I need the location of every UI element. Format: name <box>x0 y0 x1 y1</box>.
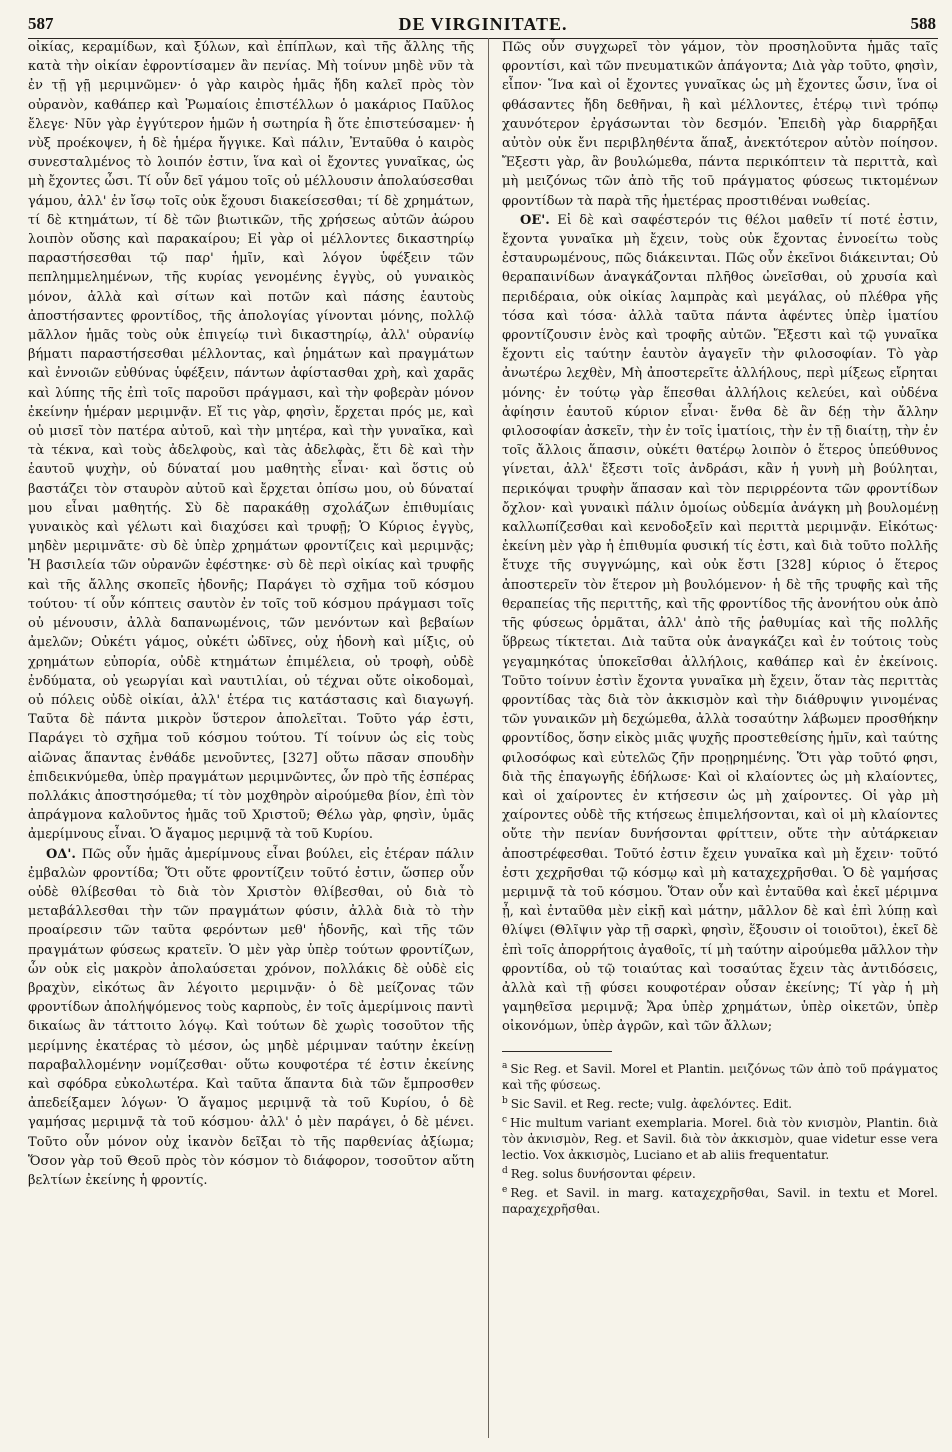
page-number-left: 587 <box>28 14 54 33</box>
footnote-text: Sic Reg. et Savil. Morel et Plantin. μειζόνως τῶν ἀπὸ τοῦ πράγματος καὶ τῆς φύσεως. <box>502 1061 938 1092</box>
right-column <box>502 38 938 1452</box>
footnote-mark: b <box>502 1095 508 1106</box>
footnote-mark: e <box>502 1184 508 1195</box>
paragraph-text: Πῶς οὖν ἡμᾶς ἀμερίμνους εἶναι βούλει, εἰς ἑτέραν πάλιν ἐμβαλὼν φροντίδα; Ὅτι οὔτε φροντίζειν τοῦτό ἐστιν, ὥσπερ οὖν οὐδὲ θλίβεσθαι τὸ διὰ τὸν Χριστὸν θλίβεσθαι, οὐ διὰ τὸ μεταβάλλεσθαι τὴν τῶν πραγμάτων φύσιν, ἀλλὰ διὰ τὸ τὴν προαίρεσιν τῶν ταῦτα φερόντων μεθ' ἡδονῆς, καὶ τῆς τῶν πραγμάτων φύσεως κρατεῖν. Ὁ μὲν γὰρ ὑπὲρ τούτων φροντίζων, ὧν οὐκ εἰς μακρὸν ἀπολαύσεται χρόνον, πολλάκις δὲ οὐδὲ εἰς βραχὺν, εἰκότως ἂν λέγοιτο μεριμνᾷν· ὁ δὲ μείζονας τῶν φροντίδων ἀπολήψόμενος τοὺς καρποὺς, ἐν τοῖς ἀμερίμνοις παντὶ δικαίως ἂν τάττοιτο λόγῳ. Καὶ τούτων δὲ χωρὶς τοσοῦτον τῆς μερίμνης ἑκατέρας τὸ μέσον, ὡς μηδὲ μέριμναν ταύτην ἐκείνῃ παραβαλλομένην νομίζεσθαι· οὕτω κουφοτέρα τέ ἐστιν ἐκείνης καὶ σφόδρα εὐκολωτέρα. Καὶ ταῦτα ἅπαντα διὰ τῶν ἔμπροσθεν ἀπεδείξαμεν λόγων· Ὁ ἄγαμος μεριμνᾷ τὰ τοῦ Κυρίου, ὁ δὲ γαμήσας μεριμνᾷ τὰ τοῦ κόσμου· ἀλλ' ὁ μὲν παράγει, ὁ δὲ μένει. Τοῦτο οὖν μόνον οὐχ ἱκανὸν δεῖξαι τὸ τῆς παρθενίας ἀξίωμα; Ὅσον γὰρ τοῦ Θεοῦ πρὸς τὸν κόσμον τὸ διάφορον, τοσοῦτον αὕτη βελτίων ἐκείνης ἡ φροντίς. <box>28 846 474 1188</box>
footnote-mark: d <box>502 1165 508 1176</box>
column-divider <box>488 38 489 1438</box>
footnote-text: Hic multum variant exemplaria. Morel. διὰ τὸν κνισμὸν, Plantin. διὰ τὸν ἀκνισμὸν, Reg. et Savil. διὰ τὸν ἀκκισμὸν, quae videtur esse vera lectio. Vox ἀκκισμὸς, Luciano et ab aliis frequentatur. <box>502 1115 938 1162</box>
footnote-text: Sic Savil. et Reg. recte; vulg. ἀφελόντες. Edit. <box>510 1096 792 1111</box>
paragraph: οἰκίας, κεραμίδων, καὶ ξύλων, καὶ ἐπίπλων, καὶ τῆς ἄλλης τῆς κατὰ τὴν οἰκίαν ἐφροντίσαμεν ἂν πενίας. Μὴ τοίνυν μηδὲ νῦν τὰ ἐν τῇ γῇ μεριμνῶμεν· ὁ γὰρ καιρὸς ἡμᾶς ἤδη καλεῖ πρὸς τὸν οὐρανὸν, καθάπερ καὶ Ῥωμαίοις ἐπιστέλλων ὁ μακάριος Παῦλος ἔλεγε· Νῦν γὰρ ἐγγύτερον ἡμῶν ἡ σωτηρία ἢ ὅτε ἐπιστεύσαμεν· ἡ νὺξ προέκοψεν, ἡ δὲ ἡμέρα ἤγγικε. Καὶ πάλιν, Ἐνταῦθα ὁ καιρὸς συνεσταλμένος τὸ λοιπόν ἐστιν, ἵνα καὶ οἱ ἔχοντες γυναῖκας, ὡς μὴ ἔχοντες ὦσι. Τί οὖν δεῖ γάμου τοῖς οὐ μέλλουσιν ἀπολαύσεσθαι γάμου, ἀλλ' ἐν ἴσῳ τοῖς οὐκ ἔχουσι διακείσεσθαι; τί δὲ χρημάτων, τί δὲ κτημάτων, τί δὲ τῶν βιωτικῶν, τῆς χρήσεως αὐτῶν ἀώρου λοιπὸν οὔσης καὶ παρακαίρου; Εἰ γὰρ οἱ μέλλοντες δικαστηρίῳ παραστήσεσθαι τῷ παρ' ἡμῖν, καὶ λόγον ὑφέξειν τῶν πεπλημμελημένων, τῆς κυρίας γενομένης ἐγγὺς, οὐ γυναικὸς μόνον, ἀλλὰ καὶ σίτων καὶ ποτῶν καὶ πάσης ἑαυτοὺς ἀποστήσαντες φροντίδος, τῆς ἀπολογίας γίνονται μόνης, πολλῷ μᾶλλον ἡμᾶς τοὺς οὐκ ἐπιγείῳ τινὶ δικαστηρίῳ, ἀλλ' οὐρανίῳ βήματι παραστήσεσθαι μέλλοντας, καὶ ῥημάτων καὶ πραγμάτων καὶ ἐννοιῶν εὐθύνας ὑφέξειν, πάντων ἀφίστασθαι χρὴ, καὶ χαρᾶς καὶ λύπης τῆς ἐπὶ τοῖς παροῦσι πράγμασι, καὶ τὴν φοβερὰν μόνον ἐκείνην ἡμέραν μεριμνᾷν. Εἴ τις γὰρ, φησὶν, ἔρχεται πρός με, καὶ οὐ μισεῖ τὸν πατέρα αὐτοῦ, καὶ τὴν μητέρα, καὶ τὴν γυναῖκα, καὶ τὰ τέκνα, καὶ τοὺς ἀδελφοὺς, καὶ τὰς ἀδελφὰς, ἔτι δὲ καὶ τὴν ἑαυτοῦ ψυχὴν, οὐ δύναταί μου μαθητὴς εἶναι· καὶ ὅστις οὐ βαστάζει τὸν σταυρὸν αὐτοῦ καὶ ἔρχεται ὀπίσω μου, οὐ δύναταί μου εἶναι μαθητής. Σὺ δὲ παρακάθῃ σχολάζων ἐπιθυμίαις γυναικὸς καὶ γέλωτι καὶ διαχύσει καὶ τρυφῇ; Ὁ Κύριος ἐγγὺς, μηδὲν μεριμνᾶτε· σὺ δὲ ὑπὲρ χρημάτων φροντίζεις καὶ μεριμνᾷς; Ἡ βασιλεία τῶν οὐρανῶν ἐφέστηκε· σὺ δὲ περὶ οἰκίας καὶ τρυφῆς καὶ τῆς ἄλλης σκοπεῖς ἡδονῆς; Παράγει τὸ σχῆμα τοῦ κόσμου τούτου· τί οὖν κόπτεις σαυτὸν ἐν τοῖς τοῦ κόσμου πράγμασι τοῖς οὐ μένουσιν, ἀλλὰ δαπανωμένοις, τῶν μενόντων καὶ βεβαίων ἀμελῶν; Οὐκέτι γάμος, οὐκέτι ὠδῖνες, οὐχ ἡδονὴ καὶ μίξις, οὐ χρημάτων εὐπορία, οὐδὲ κτημάτων ἐπιμέλεια, οὐ τροφὴ, οὐδὲ ἐνδύματα, οὐ γεωργίαι καὶ ναυτιλίαι, οὐ τέχναι οὔτε οἰκοδομαὶ, οὐ πόλεις οὐδὲ οἰκίαι, ἀλλ' ἑτέρα τις κατάστασις καὶ διαγωγή. Ταῦτα δὲ πάντα μικρὸν ὕστερον ἀπολεῖται. Τοῦτο γάρ ἐστι, Παράγει τὸ σχῆμα τοῦ κόσμου τούτου. Τί τοίνυν ὡς εἰς τοὺς αἰῶνας ἅπαντας ἐνθάδε μενοῦντες, [327] οὕτω πᾶσαν σπουδὴν ἐπιδεικνύμεθα, ὑπὲρ πραγμάτων μεριμνῶντες, ὧν πρὸ τῆς ἑσπέρας πολλάκις ἀποστησόμεθα; τί τὸν μοχθηρὸν αἱρούμεθα βίον, ἐπὶ τὸν ἀπράγμονα καλοῦντος ἡμᾶς τοῦ Χριστοῦ; Θέλω γὰρ, φησὶν, ὑμᾶς ἀμερίμνους εἶναι. Ὁ ἄγαμος μεριμνᾷ τὰ τοῦ Κυρίου. <box>28 40 474 843</box>
paragraph: Πῶς οὖν συγχωρεῖ τὸν γάμον, τὸν προσηλοῦντα ἡμᾶς ταῖς φροντίσι, καὶ τῶν πνευματικῶν ἀπάγοντα; Διὰ γὰρ τοῦτο, φησὶν, εἶπον· Ἵνα καὶ οἱ ἔχοντες γυναῖκας ὡς μὴ ἔχοντες ὦσιν, ἵνα οἱ φθάσαντες ἤδη δεθῆναι, ἢ καὶ μέλλοντες, ἑτέρῳ τινὶ τρόπῳ χαυνότερον ἐργάσωνται τὸν δεσμόν. Ἐπειδὴ γὰρ διαρρῆξαι αὐτὸν οὐκ ἔνι περιβληθέντα ἅπαξ, ἀνεκτότερον αὐτὸν ποίησον. Ἔξεστι γὰρ, ἂν βουλώμεθα, πάντα περικόπτειν τὰ περιττὰ, καὶ μὴ μειζόνως τῶν ἀπὸ τῆς τοῦ πράγματος φύσεως τικτομένων φροντίδων τὰ παρὰ τῆς ἡμετέρας προστιθέναι νωθείας. <box>502 40 938 209</box>
footnote-mark: a <box>502 1060 508 1071</box>
section-number: ΟΔ'. <box>46 846 76 862</box>
footnote <box>502 1112 938 1163</box>
section-paragraph <box>28 845 474 1191</box>
paragraph-text: Εἰ δὲ καὶ σαφέστερόν τις θέλοι μαθεῖν τί ποτέ ἐστιν, ἔχοντα γυναῖκα μὴ ἔχειν, τοὺς οὐκ ἔχοντας ἐννοείτω τοὺς ἐσταυρωμένους, πῶς διάκεινται. Πῶς οὖν ἐκεῖνοι διάκεινται; Οὐ θεραπαινίδων ἀναγκάζονται πλῆθος ὠνεῖσθαι, οὐ χρυσία καὶ περιδέραια, οὐκ οἰκίας λαμπρὰς καὶ μεγάλας, οὐ πλέθρα γῆς τόσα καὶ τόσα· ἀλλὰ ταῦτα πάντα ἀφέντες ὑπὲρ ἱματίου φροντίζουσιν ἑνὸς καὶ τροφῆς αὐτῶν. Ἔξεστι καὶ τῷ γυναῖκα ἔχοντι εἰς ταύτην ἑαυτὸν ἀγαγεῖν τὴν φιλοσοφίαν. Τὸ γὰρ ἀνωτέρω λεχθὲν, Μὴ ἀποστερεῖτε ἀλλήλους, περὶ μίξεως εἴρηται μόνης· ἐν τούτῳ γὰρ ἕπεσθαι ἀλλήλοις κελεύει, καὶ οὐδένα ἀφίησιν ἑαυτοῦ κύριον εἶναι· ἔνθα δὲ ἂν δέῃ τὴν ἄλλην φιλοσοφίαν ἀσκεῖν, τὴν ἐν τοῖς ἱματίοις, τὴν ἐν τῇ διαίτῃ, τὴν ἐν τοῖς ἄλλοις ἅπασιν, οὐκέτι θατέρῳ λοιπὸν ὁ ἕτερος ὑπεύθυνος γίνεται, ἀλλ' ἔξεστι τοῖς ἀνδράσι, κἂν ἡ γυνὴ μὴ βούληται, περικόψαι τρυφὴν ἅπασαν καὶ τὸν περιρρέοντα τῶν φροντίδων ὄχλον· καὶ γυναικὶ πάλιν ὁμοίως οὐδεμία ἀνάγκη μὴ βουλομένῃ καλλωπίζεσθαι καὶ κενοδοξεῖν καὶ περιττὰ μεριμνᾷν. Εἰκότως· ἐκείνη μὲν γὰρ ἡ ἐπιθυμία φυσική τίς ἐστι, καὶ διὰ τοῦτο πολλῆς ἔτυχε τῆς συγγνώμης, καὶ οὐκ ἔστι [328] κύριος ὁ ἕτερος ἀποστερεῖν τὸν ἕτερον μὴ βουλόμενον· ἡ δὲ τῆς τρυφῆς καὶ τῆς θεραπείας τῆς περιττῆς, καὶ τῆς φροντίδος τῆς ἀνονήτου οὐκ ἀπὸ τῆς φύσεως ὁρμᾶται, ἀλλ' ἀπὸ τῆς ῥαθυμίας καὶ τῆς πολλῆς ὕβρεως τίκτεται. Διὰ ταῦτα οὐκ ἀναγκάζει καὶ ἐν τούτοις τοὺς γεγαμηκότας ὑποκεῖσθαι ἀλλήλοις, καθάπερ καὶ ἐν ἐκείνοις. Τοῦτο τοίνυν ἐστὶν ἔχοντα γυναῖκα μὴ ἔχειν, ὅταν τὰς περιττὰς φροντίδας τὰς διὰ τὸν ἀκκισμὸν καὶ τὴν διάθρυψιν γινομένας τῶν γυναικῶν μὴ δεχώμεθα, ἀλλὰ τοσαύτην λάβωμεν προσθήκην φροντίδος, ὅσην εἰκὸς μιᾶς ψυχῆς προστεθείσης ἡμῖν, καὶ ταύτης φιλοσόφως καὶ εὐτελῶς ζῆν προῃρημένης. Ὅτι γὰρ τοῦτό φησι, διὰ τῆς ἐπαγωγῆς ἐδήλωσε· Καὶ οἱ κλαίοντες ὡς μὴ κλαίοντες, καὶ οἱ χαίροντες ἐν κτήσεσιν ὡς μὴ χαίροντες. Οἱ γὰρ μὴ χαίροντες οὐδὲ τῆς κτήσεως ἐπιμελήσονται, καὶ οἱ μὴ κλαίοντες οὔτε τὴν πενίαν δυνήσονται φρίττειν, οὔτε τὴν αὐτάρκειαν ἀποστρέφεσθαι. Τοῦτό ἐστιν ἔχειν γυναῖκα καὶ μὴ ἔχειν· τοῦτό ἐστι χεχρῆσθαι τῷ κόσμῳ καὶ μὴ καταχεχρῆσθαι. Ὁ δὲ γαμήσας μεριμνᾷ τὰ τοῦ κόσμου. Ὅταν οὖν καὶ ἐνταῦθα καὶ ἐκεῖ μέριμνα ᾖ, καὶ ἐνταῦθα μὲν εἰκῇ καὶ μάτην, μᾶλλον δὲ καὶ ἐπὶ λύπῃ καὶ θλίψει (Θλῖψιν γὰρ τῇ σαρκὶ, φησὶν, ἕξουσιν οἱ τοιοῦτοι), ἐκεῖ δὲ ἐπὶ τοῖς ἀπορρήτοις ἀγαθοῖς, τί μὴ ταύτην αἱρούμεθα μᾶλλον τὴν φροντίδα, οὐ τῷ τοιαύτας καὶ τοσαύτας ἔχειν τὰς ἀντιδόσεις, ἀλλὰ καὶ τῇ φύσει κουφοτέραν οὖσαν ἐκείνης; Τί γὰρ ἡ μὴ γαμηθεῖσα μεριμνᾷ; Ἄρα ὑπὲρ χρημάτων, ὑπὲρ οἰκετῶν, ὑπὲρ οἰκονόμων, ὑπὲρ ἀγρῶν, καὶ τῶν ἄλλων; <box>502 212 938 1035</box>
running-header <box>28 8 938 39</box>
left-column <box>28 38 474 1452</box>
footnote <box>502 1182 938 1217</box>
running-title: DE VIRGINITATE. <box>398 14 568 34</box>
footnote-mark: c <box>502 1114 508 1125</box>
page-number-right: 588 <box>910 14 936 33</box>
footnote <box>502 1163 938 1182</box>
footnotes <box>502 1058 938 1217</box>
footnote-rule <box>502 1051 612 1052</box>
two-column-body <box>28 38 938 1452</box>
section-number: ΟΕ'. <box>520 212 550 228</box>
footnote <box>502 1093 938 1112</box>
footnote-text: Reg. solus δυνήσονται φέρειν. <box>510 1166 696 1181</box>
footnote-text: Reg. et Savil. in marg. καταχεχρῆσθαι, Savil. in textu et Morel. παραχεχρῆσθαι. <box>502 1185 938 1216</box>
footnote <box>502 1058 938 1093</box>
section-paragraph <box>502 211 938 1037</box>
